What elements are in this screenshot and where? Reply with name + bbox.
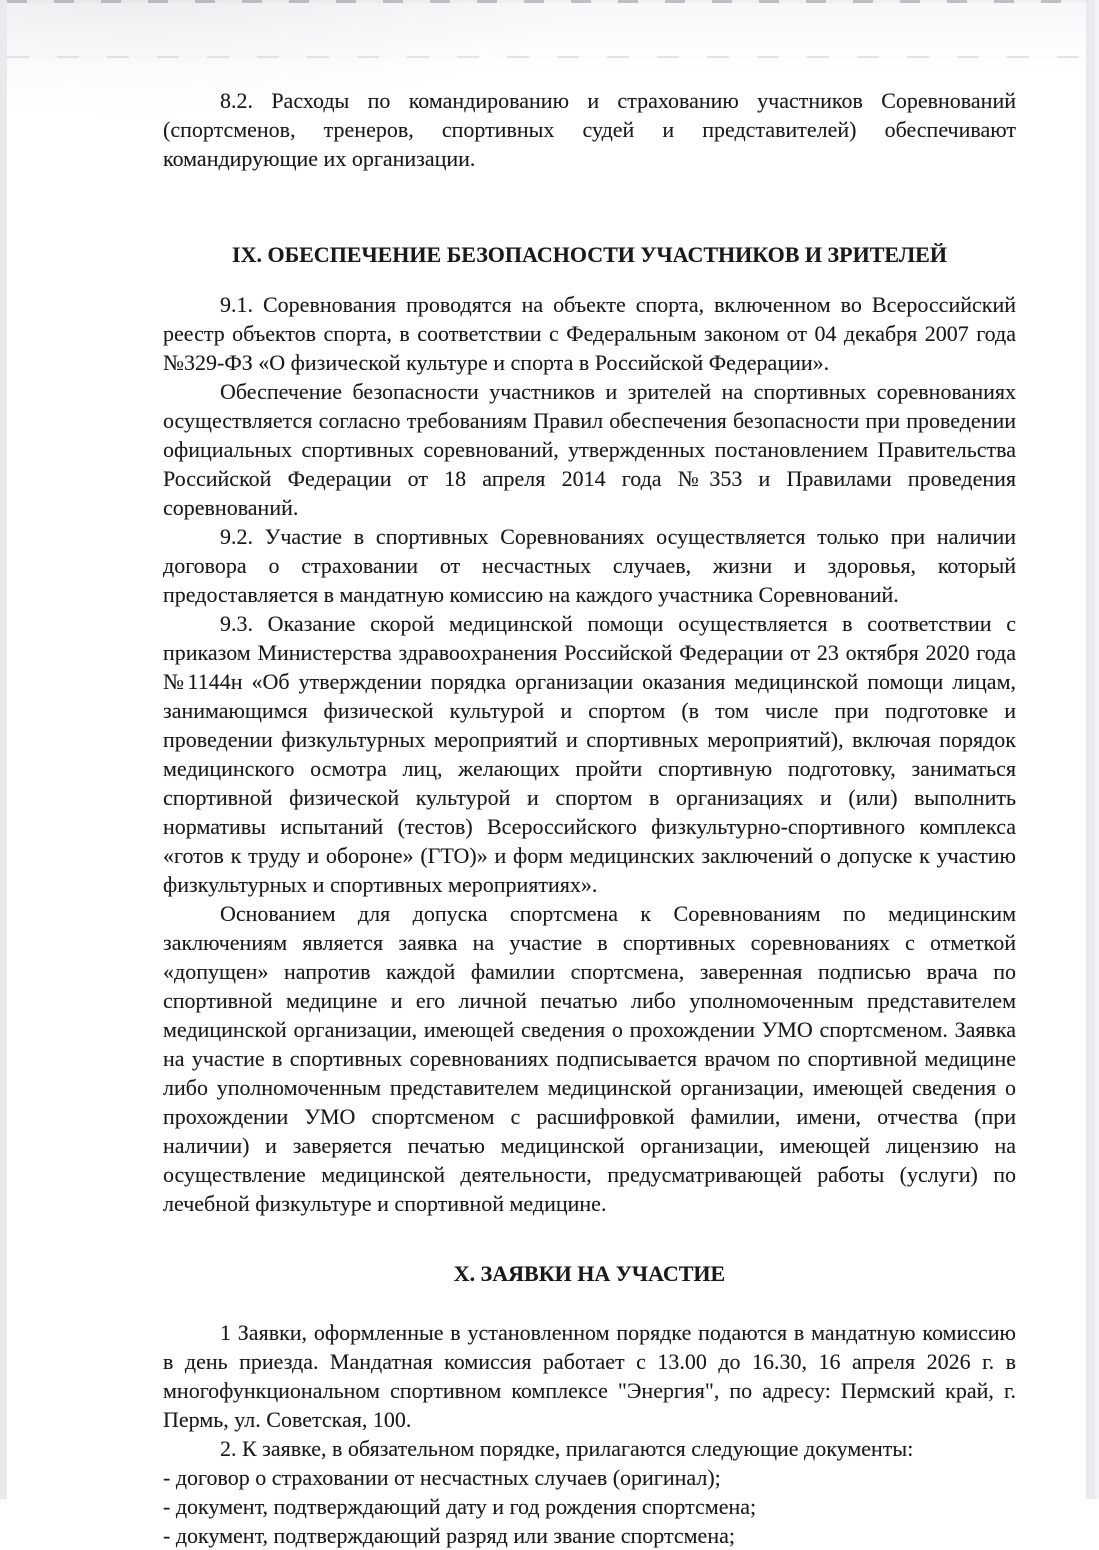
- section-heading-ix: IX. ОБЕСПЕЧЕНИЕ БЕЗОПАСНОСТИ УЧАСТНИКОВ И ЗРИТЕЛЕЙ: [232, 242, 947, 267]
- paragraph-9-1: 9.1. Соревнования проводятся на объекте спорта, включенном во Всероссийский реестр объектов спорта, в соответствии с Федеральным законом от 04 декабря 2007 года №329-ФЗ «О физической культуре и спорта в Российской Федерации».: [163, 292, 1016, 375]
- section-ix-safety: [163, 240, 1016, 1218]
- section-x-applications: [163, 1259, 1016, 1550]
- page-left-edge: [0, 0, 7, 1499]
- photo-top-faint-artifact: [7, 56, 1086, 58]
- paragraph-9-3: 9.3. Оказание скорой медицинской помощи осуществляется в соответствии с приказом Министерства здравоохранения Российской Федерации от 23 октября 2020 года №1144н «Об утверждении порядка организации оказания медицинской помощи лицам, занимающимся физической культурой и спортом (в том числе при подготовке и проведении физкультурных мероприятий и спортивных мероприятий), включая порядок медицинского осмотра лиц, желающих пройти спортивную подготовку, заниматься спортивной физической культурой и спортом в организациях и (или) выполнить нормативы испытаний (тестов) Всероссийского физкультурно-спортивного комплекса «готов к труду и обороне» (ГТО)» и форм медицинских заключений о допуске к участию физкультурных и спортивных мероприятиях».: [163, 611, 1016, 897]
- page-right-edge: [1086, 0, 1099, 1499]
- paragraph-8-2: 8.2. Расходы по командированию и страхованию участников Соревнований (спортсменов, тренеров, спортивных судей и представителей) обеспечивают командирующие их организации.: [163, 88, 1016, 171]
- paragraph-applications-1: 1 Заявки, оформленные в установленном порядке подаются в мандатную комиссию в день приезда. Мандатная комиссия работает с 13.00 до 16.30, 16 апреля 2026 г. в многофункциональном спортивном комплексе "Энергия", по адресу: Пермский край, г. Пермь, ул. Советская, 100.: [163, 1320, 1016, 1432]
- section-heading-x: X. ЗАЯВКИ НА УЧАСТИЕ: [453, 1261, 726, 1286]
- paragraph-9-2: 9.2. Участие в спортивных Соревнованиях осуществляется только при наличии договора о страховании от несчастных случаев, жизни и здоровья, который предоставляется в мандатную комиссию на каждого участника Соревнований.: [163, 524, 1016, 607]
- document-page: [7, 0, 1086, 1548]
- list-item-birth-date-document: - документ, подтверждающий дату и год рождения спортсмена;: [163, 1494, 757, 1519]
- paragraph-medical-admission: Основанием для допуска спортсмена к Соревнованиям по медицинским заключениям является заявка на участие в спортивных соревнованиях с отметкой «допущен» напротив каждой фамилии спортсмена, заверенная подписью врача по спортивной медицине и его личной печатью либо уполномоченным представителем медицинской организации, имеющей сведения о прохождении УМО спортсменом. Заявка на участие в спортивных соревнованиях подписывается врачом по спортивной медицине либо уполномоченным представителем медицинской организации, имеющей сведения о прохождении УМО спортсменом с расшифровкой фамилии, имени, отчества (при наличии) и заверяется печатью медицинской организации, имеющей лицензию на осуществление медицинской деятельности, предусматривающей работы (услуги) по лечебной физкультуре и спортивной медицине.: [163, 901, 1016, 1216]
- section-8: [163, 86, 1016, 173]
- list-item-rank-document: - документ, подтверждающий разряд или звание спортсмена;: [163, 1523, 735, 1548]
- paragraph-safety-provision: Обеспечение безопасности участников и зрителей на спортивных соревнованиях осуществляется согласно требованиям Правил обеспечения безопасности при проведении официальных спортивных соревнований, утвержденных постановлением Правительства Российской Федерации от 18 апреля 2014 года №353 и Правилами проведения соревнований.: [163, 379, 1016, 520]
- paragraph-applications-2: 2. К заявке, в обязательном порядке, прилагаются следующие документы:: [220, 1436, 914, 1461]
- photo-top-edge-artifact: [7, 0, 1086, 3]
- list-item-insurance-contract: - договор о страховании от несчастных случаев (оригинал);: [163, 1465, 721, 1490]
